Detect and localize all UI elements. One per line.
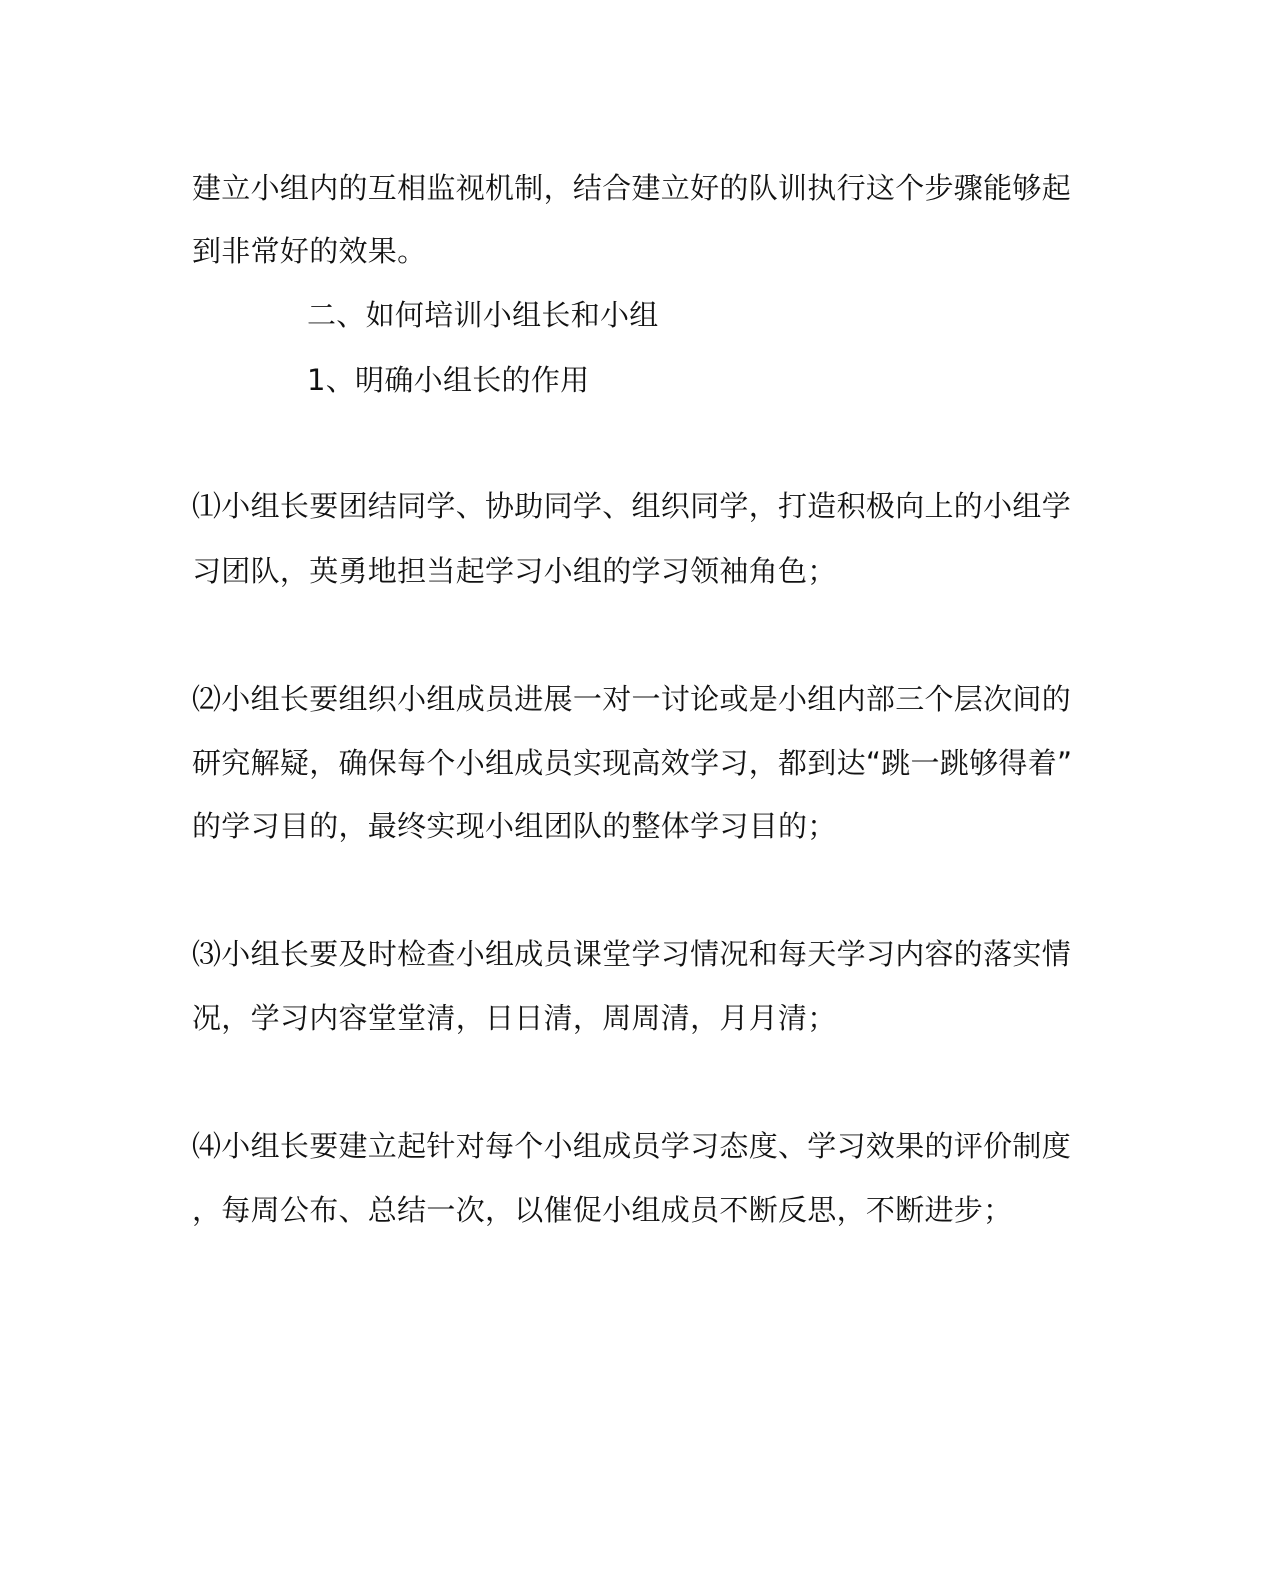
item-2-line-3: 的学习目的，最终实现小组团队的整体学习目的；	[192, 809, 837, 843]
item-2-line-2: 研究解疑，确保每个小组成员实现高效学习，都到达“跳一跳够得着”	[192, 746, 1073, 780]
item-3-line-2: 况，学习内容堂堂清，日日清，周周清，月月清；	[192, 1001, 837, 1035]
item-1-line-2: 习团队，英勇地担当起学习小组的学习领袖角色；	[192, 554, 837, 588]
intro-line-1: 建立小组内的互相监视机制，结合建立好的队训执行这个步骤能够起	[192, 171, 1072, 205]
item-4-line-2: ，每周公布、总结一次，以催促小组成员不断反思，不断进步；	[192, 1193, 1013, 1227]
subsection-heading: 1、明确小组长的作用	[307, 363, 590, 397]
item-2-line-1: ⑵小组长要组织小组成员进展一对一讨论或是小组内部三个层次间的	[192, 682, 1072, 716]
item-1-line-1: ⑴小组长要团结同学、协助同学、组织同学，打造积极向上的小组学	[192, 489, 1072, 523]
item-4-line-1: ⑷小组长要建立起针对每个小组成员学习态度、学习效果的评价制度	[192, 1129, 1072, 1163]
section-heading: 二、如何培训小组长和小组	[307, 298, 659, 332]
intro-line-2: 到非常好的效果。	[192, 234, 427, 268]
item-3-line-1: ⑶小组长要及时检查小组成员课堂学习情况和每天学习内容的落实情	[192, 937, 1072, 971]
